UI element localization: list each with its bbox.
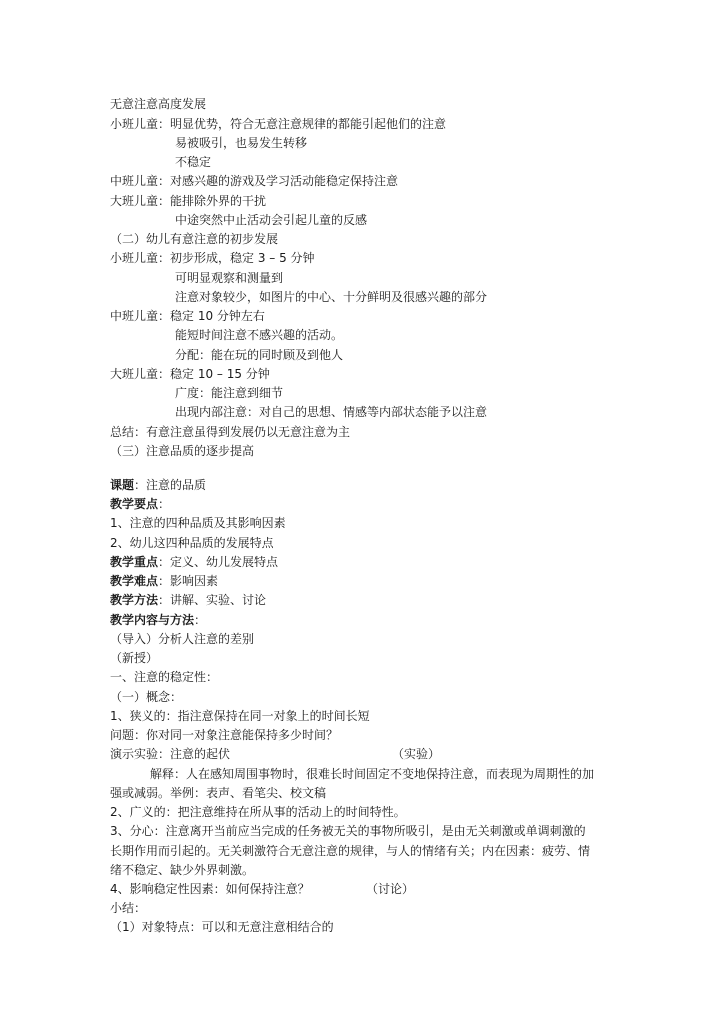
line-text: 绪不稳定、缺少外界刺激。 <box>110 863 255 877</box>
text-line <box>175 326 343 345</box>
line-text: 广度：能注意到细节 <box>175 386 284 400</box>
line-text: （新授） <box>110 651 159 665</box>
line-text: ： <box>158 497 171 511</box>
line-text: 总结：有意注意虽得到发展仍以无意注意为主 <box>110 425 351 439</box>
text-line <box>150 765 594 784</box>
text-line <box>110 726 338 745</box>
text-line <box>110 707 370 726</box>
text-line <box>110 230 278 249</box>
line-text: （二）幼儿有意注意的初步发展 <box>110 232 279 246</box>
line-text: 一、注意的稳定性： <box>110 670 219 684</box>
text-line <box>110 611 206 630</box>
text-line <box>110 899 146 918</box>
text-line <box>110 784 326 803</box>
section-label: 教学要点 <box>110 497 159 511</box>
line-text: 中班儿童：对感兴趣的游戏及学习活动能稳定保持注意 <box>110 174 399 188</box>
line-text: 问题：你对同一对象注意能保持多少时间？ <box>110 728 339 742</box>
line-text: 1、狭义的：指注意保持在同一对象上的时间长短 <box>110 709 370 723</box>
text-line <box>110 423 350 442</box>
text-line <box>110 688 182 707</box>
line-text: 2、广义的：把注意维持在所从事的活动上的时间特性。 <box>110 805 406 819</box>
text-line <box>110 880 310 899</box>
line-text: 分配：能在玩的同时顾及到他人 <box>175 348 344 362</box>
text-line <box>110 668 218 687</box>
line-text: 大班儿童：稳定 10 – 15 分钟 <box>110 367 270 381</box>
text-line <box>175 153 211 172</box>
text-line <box>110 365 270 384</box>
line-text: 注意对象较少，如图片的中心、十分鲜明及很感兴趣的部分 <box>175 290 488 304</box>
text-line <box>110 514 286 533</box>
text-line <box>110 476 206 495</box>
text-line <box>110 918 334 937</box>
line-text: （导入）分析人注意的差别 <box>110 632 255 646</box>
line-text: ：注意的品质 <box>134 478 207 492</box>
section-label: 教学方法 <box>110 593 159 607</box>
line-text: 1、注意的四种品质及其影响因素 <box>110 516 286 530</box>
text-line <box>110 115 446 134</box>
text-line <box>175 288 487 307</box>
text-line <box>110 803 406 822</box>
line-text: 小班儿童：明显优势，符合无意注意规律的都能引起他们的注意 <box>110 117 447 131</box>
line-text: 中途突然中止活动会引起儿童的反感 <box>175 213 368 227</box>
line-text: 中班儿童：稳定 10 分钟左右 <box>110 309 265 323</box>
section-label: 教学重点 <box>110 555 159 569</box>
text-line <box>110 442 254 461</box>
text-line <box>110 307 265 326</box>
line-text: 3、分心：注意离开当前应当完成的任务被无关的事物所吸引，是由无关刺激或单调刺激的 <box>110 824 586 838</box>
text-line <box>110 861 254 880</box>
text-line <box>175 384 283 403</box>
line-text: 易被吸引，也易发生转移 <box>175 136 308 150</box>
line-text: 小班儿童：初步形成，稳定 3 – 5 分钟 <box>110 251 315 265</box>
text-line <box>110 172 398 191</box>
text-line <box>175 346 343 365</box>
text-line <box>110 553 278 572</box>
text-line <box>110 534 274 553</box>
line-text: （1）对象特点：可以和无意注意相结合的 <box>110 920 334 934</box>
section-label: 教学难点 <box>110 574 159 588</box>
text-line <box>110 249 315 268</box>
line-note: （实验） <box>392 747 441 761</box>
line-text: （一）概念： <box>110 690 183 704</box>
line-text: ：定义、幼儿发展特点 <box>158 555 279 569</box>
text-line <box>110 649 158 668</box>
text-line <box>110 495 170 514</box>
line-text: （三）注意品质的逐步提高 <box>110 444 255 458</box>
text-line <box>110 630 254 649</box>
line-text: 2、幼儿这四种品质的发展特点 <box>110 536 274 550</box>
line-text: 小结： <box>110 901 147 915</box>
line-text: 演示实验：注意的起伏 <box>110 747 231 761</box>
text-line <box>175 403 487 422</box>
line-text: 可明显观察和测量到 <box>175 271 284 285</box>
line-text: 无意注意高度发展 <box>110 97 207 111</box>
text-line <box>175 269 283 288</box>
text-line <box>175 211 367 230</box>
line-text: 不稳定 <box>175 155 212 169</box>
line-text: 强或减弱。举例：表声、看笔尖、校文稿 <box>110 786 327 800</box>
text-line <box>110 192 266 211</box>
section-label: 教学内容与方法 <box>110 613 195 627</box>
line-text: 解释：人在感知周围事物时，很难长时间固定不变地保持注意，而表现为周期性的加 <box>150 767 595 781</box>
section-label: 课题 <box>110 478 135 492</box>
line-note: （讨论） <box>366 882 415 896</box>
text-line <box>110 95 206 114</box>
text-line <box>110 591 266 610</box>
line-text: ： <box>194 613 207 627</box>
line-text: ：讲解、实验、讨论 <box>158 593 267 607</box>
text-line <box>110 572 218 591</box>
line-text: 能短时间注意不感兴趣的活动。 <box>175 328 344 342</box>
line-text: 长期作用而引起的。无关刺激符合无意注意的规律，与人的情绪有关；内在因素：疲劳、情 <box>110 844 591 858</box>
line-text: 出现内部注意：对自己的思想、情感等内部状态能予以注意 <box>175 405 488 419</box>
line-text: 大班儿童：能排除外界的干扰 <box>110 194 267 208</box>
text-line <box>175 134 307 153</box>
text-line <box>110 745 230 764</box>
text-line <box>110 842 590 861</box>
text-line <box>110 822 586 841</box>
line-text: ：影响因素 <box>158 574 219 588</box>
line-text: 4、影响稳定性因素：如何保持注意？ <box>110 882 310 896</box>
